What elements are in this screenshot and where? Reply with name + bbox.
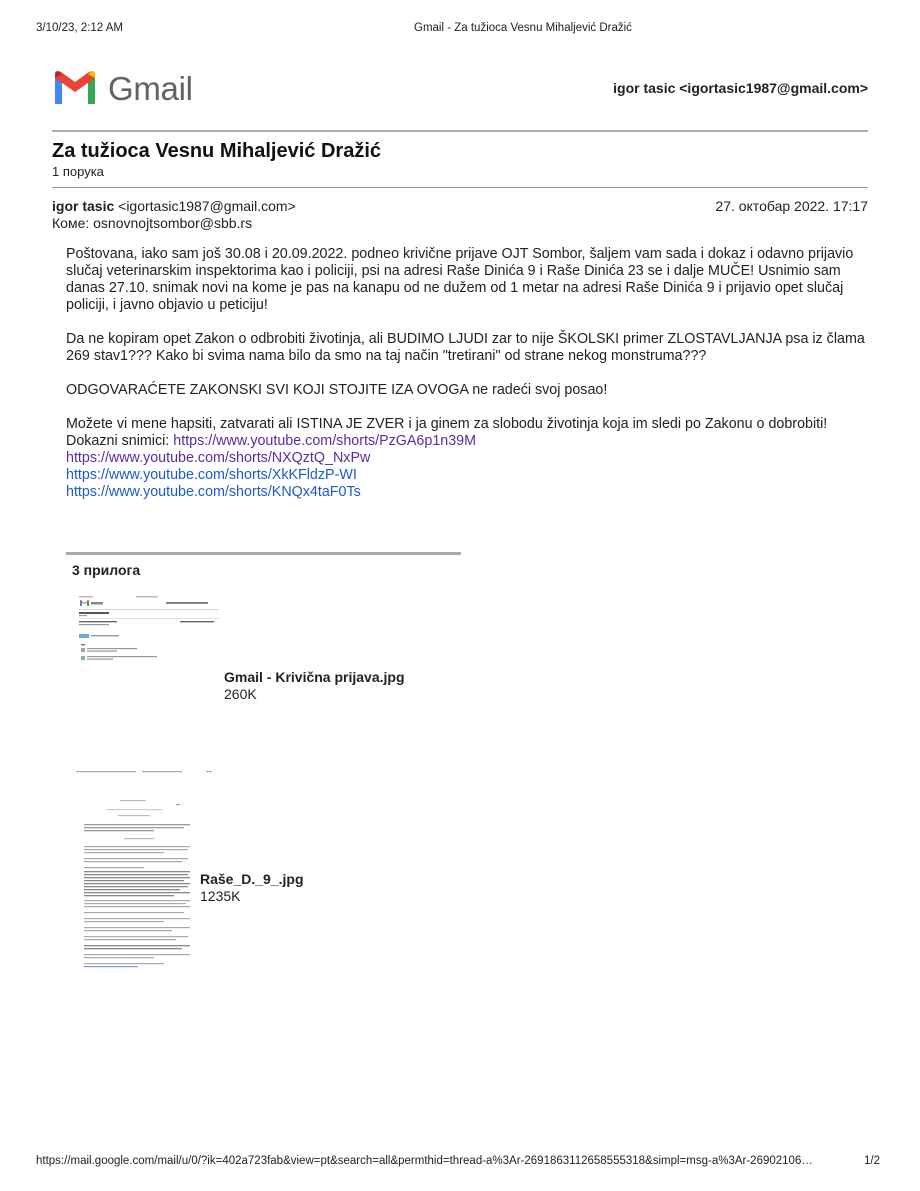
attachment-size-1: 260K — [224, 686, 257, 702]
print-page-title: Gmail - Za tužioca Vesnu Mihaljević Dražić — [414, 22, 632, 34]
body-paragraph: Da ne kopiram opet Zakon o odbrobiti životinja, ali BUDIMO LJUDI zar to nije ŠKOLSKI primer ZLOSTAVLJANJA psa iz člama 269 stav1??? Kako bi svima nama bilo da smo na taj način "tretirani" od strane nekog monstruma??? — [66, 331, 865, 364]
video-link-4[interactable]: https://www.youtube.com/shorts/KNQx4taF0Ts — [66, 484, 361, 500]
header-divider — [52, 130, 868, 132]
subject-divider — [52, 187, 868, 188]
print-page-number: 1/2 — [864, 1155, 880, 1167]
attachment-name-2[interactable]: Raše_D._9_.jpg — [200, 871, 304, 887]
sender-name: igor tasic — [52, 198, 115, 214]
video-link-3[interactable]: https://www.youtube.com/shorts/XkKFldzP-WI — [66, 467, 357, 483]
video-link-2[interactable]: https://www.youtube.com/shorts/NXQztQ_NxPw — [66, 450, 371, 466]
attachments-divider — [66, 552, 461, 555]
print-datetime: 3/10/23, 2:12 AM — [36, 22, 123, 34]
recipient: Коме: osnovnojtsombor@sbb.rs — [52, 215, 253, 231]
video-link-1[interactable]: https://www.youtube.com/shorts/PzGA6p1n39M — [173, 433, 477, 449]
message-body — [66, 246, 872, 501]
evidence-line — [66, 433, 872, 450]
gmail-wordmark: Gmail — [108, 70, 193, 107]
body-paragraph: Možete vi mene hapsiti, zatvarati ali ISTINA JE ZVER i ja ginem za slobodu životinja koja im sledi po Zakonu o dobrobiti! — [66, 416, 828, 432]
attachments-count: 3 прилога — [72, 562, 141, 578]
attachment-thumbnail-2[interactable] — [76, 768, 216, 983]
account-label: igor tasic <igortasic1987@gmail.com> — [613, 80, 868, 96]
body-paragraph: ODGOVARAĆETE ZAKONSKI SVI KOJI STOJITE IZA OVOGA ne radeći svoj posao! — [66, 382, 608, 398]
attachment-size-2: 1235K — [200, 888, 241, 904]
thread-subject: Za tužioca Vesnu Mihaljević Dražić — [52, 140, 382, 162]
sender — [52, 198, 296, 214]
evidence-label: Dokazni snimici: — [66, 433, 174, 449]
sender-email: <igortasic1987@gmail.com> — [118, 198, 296, 214]
attachment-thumbnail-1[interactable] — [76, 594, 226, 674]
body-paragraph: Poštovana, iako sam još 30.08 i 20.09.2022. podneo krivične prijave OJT Sombor, šaljem vam sada i dokaz i odavno prijavio slučaj veterinarskim inspektorima kao i policiji, psi na adresi Raše Dinića 9 i Raše Dinića 23 se i dalje MUČE! Usnimio sam danas 27.10. snimak novi na kome je pas na kanapu od ne dužem od 1 metar na adresi Raše Dinića 9 i prijavio opet slučaj policiji, i javno objavio u peticiju! — [66, 246, 854, 313]
gmail-m-icon — [52, 70, 98, 104]
attachment-name-1[interactable]: Gmail - Krivična prijava.jpg — [224, 669, 405, 685]
message-date: 27. октобар 2022. 17:17 — [715, 198, 868, 214]
message-count: 1 порука — [52, 164, 104, 179]
print-footer-url: https://mail.google.com/mail/u/0/?ik=402a723fab&view=pt&search=all&permthid=thread-a%3Ar-2691863112658555318&simpl=msg-a%3Ar-26902106… — [36, 1155, 813, 1167]
